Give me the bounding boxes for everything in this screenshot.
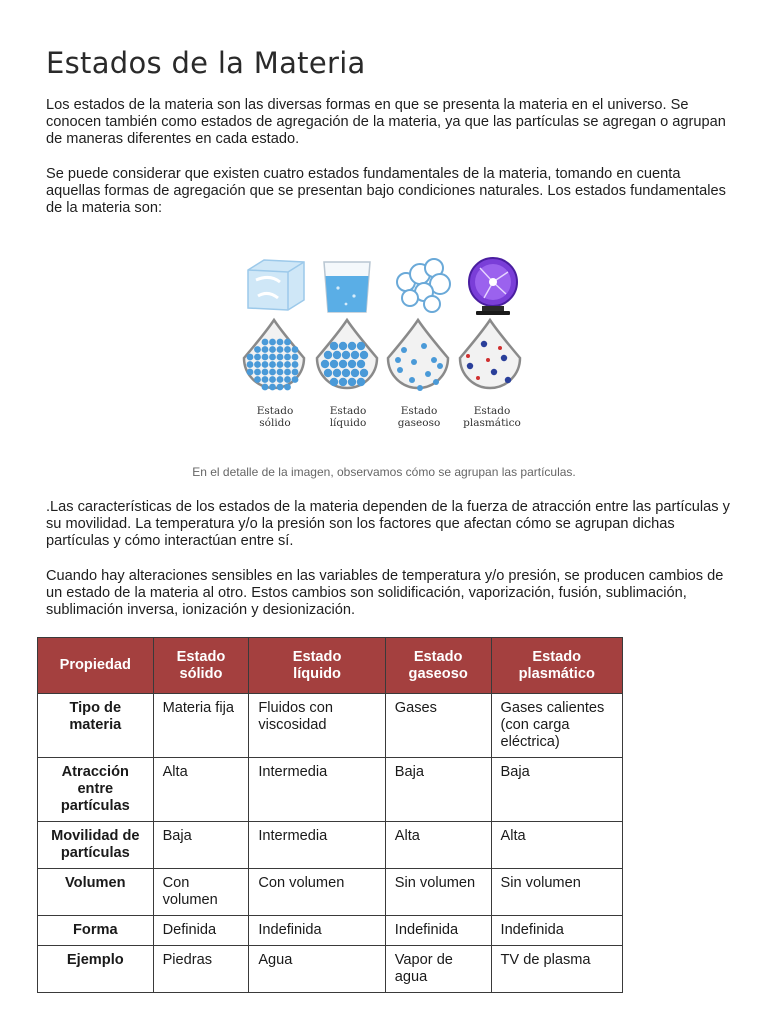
cloud-icon	[397, 259, 450, 312]
solid-particle	[284, 361, 291, 368]
solid-particle	[254, 361, 261, 368]
solid-particle	[284, 339, 291, 346]
table-cell: Alta	[491, 822, 622, 869]
liquid-particle	[339, 378, 347, 386]
row-property-cell: Volumen	[38, 869, 154, 916]
solid-particle	[254, 346, 261, 353]
table-row	[38, 822, 623, 869]
table-row	[38, 758, 623, 822]
gas-particle	[411, 359, 417, 365]
table-cell: Alta	[385, 822, 491, 869]
header-estado-gaseoso: Estado gaseoso	[385, 638, 491, 694]
solid-particle	[269, 369, 276, 376]
gas-particle	[417, 385, 423, 391]
table-cell: Materia fija	[153, 694, 249, 758]
plasma-ball-icon	[469, 258, 517, 315]
liquid-particle	[324, 351, 332, 359]
liquid-particle	[348, 342, 356, 350]
solid-particle	[284, 369, 291, 376]
solid-particle	[277, 346, 284, 353]
row-property-cell: Atracción entre partículas	[38, 758, 154, 822]
solid-particle	[292, 376, 299, 383]
table-row	[38, 869, 623, 916]
liquid-particle	[360, 351, 368, 359]
electron-particle	[466, 354, 470, 358]
solid-particle	[284, 384, 291, 391]
solid-particle	[262, 376, 269, 383]
solid-particle	[269, 346, 276, 353]
solid-particle	[254, 369, 261, 376]
ion-particle	[467, 363, 473, 369]
liquid-particle	[330, 360, 338, 368]
liquid-particle	[348, 360, 356, 368]
solid-particle	[277, 384, 284, 391]
table-cell: Con volumen	[153, 869, 249, 916]
water-glass-icon	[324, 262, 370, 312]
figure-caption: En el detalle de la imagen, observamos cómo se agrupan las partículas.	[192, 465, 576, 479]
ion-particle	[491, 369, 497, 375]
liquid-particle	[339, 342, 347, 350]
liquid-particle	[357, 360, 365, 368]
liquid-particle	[342, 351, 350, 359]
fundamental-states-paragraph: Se puede considerar que existen cuatro estados fundamentales de la materia, tomando en cuenta aquellas formas de agregación que se presentan bajo condiciones naturales. Los estados fundamentales de la materia son:	[46, 166, 726, 216]
characteristics-paragraph: .Las características de los estados de la materia dependen de la fuerza de atracción entre las partículas y su movilidad. La temperatura y/o la presión son los factores que afectan cómo se agrupan dichas partículas y cómo interactúan entre sí.	[46, 499, 730, 549]
table-cell: Fluidos con viscosidad	[249, 694, 385, 758]
liquid-particle	[342, 369, 350, 377]
solid-particle	[292, 369, 299, 376]
table-cell: Baja	[153, 822, 249, 869]
solid-particle	[269, 384, 276, 391]
label-estado-liquido: Estado líquido	[329, 405, 367, 429]
liquid-particle	[351, 369, 359, 377]
header-estado-solido: Estado sólido	[153, 638, 249, 694]
table-cell: Sin volumen	[385, 869, 491, 916]
solid-particle	[262, 384, 269, 391]
solid-particle	[262, 339, 269, 346]
solid-particle	[262, 369, 269, 376]
table-cell: Definida	[153, 916, 249, 946]
solid-particle	[284, 346, 291, 353]
solid-particle	[277, 354, 284, 361]
liquid-particle	[360, 369, 368, 377]
gas-particle	[437, 363, 443, 369]
table-cell: Vapor de agua	[385, 946, 491, 993]
properties-table	[37, 637, 623, 993]
solid-particle	[277, 339, 284, 346]
liquid-particle	[321, 360, 329, 368]
solid-particle	[254, 354, 261, 361]
solid-particle	[269, 354, 276, 361]
solid-particle	[277, 369, 284, 376]
liquid-particle	[357, 378, 365, 386]
label-estado-solido: Estado sólido	[256, 405, 294, 429]
table-cell: Intermedia	[249, 758, 385, 822]
plasma-particle-drop	[460, 320, 520, 388]
ice-cube-icon	[248, 260, 304, 310]
solid-particle	[269, 376, 276, 383]
electron-particle	[498, 346, 502, 350]
table-cell: Alta	[153, 758, 249, 822]
table-cell: Intermedia	[249, 822, 385, 869]
solid-particle	[262, 354, 269, 361]
states-of-matter-figure	[236, 252, 532, 437]
gas-particle	[431, 357, 437, 363]
header-estado-liquido: Estado líquido	[249, 638, 385, 694]
liquid-particle	[339, 360, 347, 368]
gas-particle	[401, 347, 407, 353]
solid-particle	[292, 361, 299, 368]
row-property-cell: Ejemplo	[38, 946, 154, 993]
liquid-particle	[333, 351, 341, 359]
table-cell: Agua	[249, 946, 385, 993]
table-cell: Baja	[491, 758, 622, 822]
liquid-particle	[357, 342, 365, 350]
table-cell: Piedras	[153, 946, 249, 993]
row-property-cell: Tipo de materia	[38, 694, 154, 758]
liquid-particle	[330, 342, 338, 350]
table-cell: Indefinida	[385, 916, 491, 946]
page-title: Estados de la Materia	[46, 46, 366, 80]
solid-particle	[284, 376, 291, 383]
gas-particle-drop	[388, 320, 448, 388]
solid-particle	[292, 346, 299, 353]
liquid-particle	[333, 369, 341, 377]
solid-particle	[269, 361, 276, 368]
table-cell: Gases calientes (con carga eléctrica)	[491, 694, 622, 758]
gas-particle	[397, 367, 403, 373]
table-cell: TV de plasma	[491, 946, 622, 993]
header-estado-plasmatico: Estado plasmático	[491, 638, 622, 694]
ion-particle	[501, 355, 507, 361]
header-propiedad: Propiedad	[38, 638, 154, 694]
liquid-particle	[330, 378, 338, 386]
solid-particle	[284, 354, 291, 361]
table-row	[38, 694, 623, 758]
table-header-row	[38, 638, 623, 694]
gas-particle	[433, 379, 439, 385]
table-cell: Gases	[385, 694, 491, 758]
gas-particle	[421, 343, 427, 349]
gas-particle	[425, 371, 431, 377]
ion-particle	[481, 341, 487, 347]
gas-particle	[395, 357, 401, 363]
table-row	[38, 916, 623, 946]
label-estado-plasmatico: Estado plasmático	[463, 405, 521, 429]
intro-paragraph: Los estados de la materia son las diversas formas en que se presenta la materia en el universo. Se conocen también como estados de agregación de la materia, ya que las partículas se agregan o agrupan de maneras diferentes en cada estado.	[46, 97, 726, 147]
solid-particle	[247, 354, 254, 361]
ion-particle	[505, 377, 511, 383]
gas-particle	[409, 377, 415, 383]
table-cell: Indefinida	[249, 916, 385, 946]
electron-particle	[486, 358, 490, 362]
solid-particle	[262, 361, 269, 368]
row-property-cell: Movilidad de partículas	[38, 822, 154, 869]
table-cell: Indefinida	[491, 916, 622, 946]
label-estado-gaseoso: Estado gaseoso	[397, 405, 441, 429]
solid-particle	[262, 346, 269, 353]
solid-particle	[269, 339, 276, 346]
table-cell: Con volumen	[249, 869, 385, 916]
solid-particle	[247, 361, 254, 368]
electron-particle	[476, 376, 480, 380]
solid-particle	[277, 361, 284, 368]
state-changes-paragraph: Cuando hay alteraciones sensibles en las variables de temperatura y/o presión, se producen cambios de un estado de la materia al otro. Estos cambios son solidificación, vaporización, fusión, sublimación, sublimación inversa, ionización y desionización.	[46, 568, 724, 618]
row-property-cell: Forma	[38, 916, 154, 946]
solid-particle	[277, 376, 284, 383]
solid-particle	[247, 369, 254, 376]
solid-particle	[254, 376, 261, 383]
liquid-particle	[324, 369, 332, 377]
liquid-particle	[351, 351, 359, 359]
table-cell: Baja	[385, 758, 491, 822]
table-cell: Sin volumen	[491, 869, 622, 916]
table-row	[38, 946, 623, 993]
liquid-particle	[348, 378, 356, 386]
solid-particle	[292, 354, 299, 361]
